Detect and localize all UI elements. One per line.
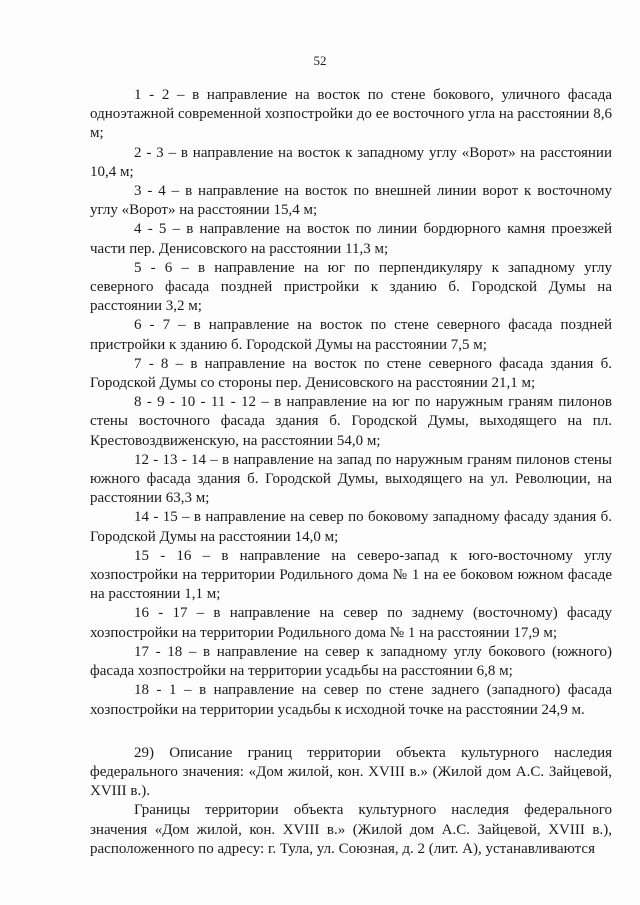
boundary-segment-paragraph: 12 - 13 - 14 – в направление на запад по наружным граням пилонов стены южного фасада здания б. Городской Думы, выходящего на ул. Революции, на расстоянии 63,3 м; <box>90 451 612 507</box>
boundary-segment-paragraph: 6 - 7 – в направление на восток по стене северного фасада поздней пристройки к зданию б. Городской Думы на расстоянии 7,5 м; <box>90 317 612 353</box>
page-number: 52 <box>313 53 327 68</box>
boundary-segment-paragraph: 1 - 2 – в направление на восток по стене бокового, уличного фасада одноэтажной современной хозпостройки до ее восточного угла на расстоянии 8,6 м; <box>90 87 612 142</box>
boundary-segment-paragraph: 15 - 16 – в направление на северо-запад к юго-восточному углу хозпостройки на территории Родильного дома № 1 на ее боковом южном фасаде на расстоянии 1,1 м; <box>90 547 612 603</box>
document-body <box>90 86 612 859</box>
boundary-segment-paragraph: 14 - 15 – в направление на север по боковому западному фасаду здания б. Городской Думы на расстоянии 14,0 м; <box>90 509 612 545</box>
section-spacer <box>90 720 612 744</box>
boundary-segment-paragraph: 8 - 9 - 10 - 11 - 12 – в направление на юг по наружным граням пилонов стены восточного фасада здания б. Городской Думы, выходящего на пл. Крестовоздвиженскую, на расстоянии 54,0 м; <box>90 394 612 449</box>
boundary-segment-paragraph: 5 - 6 – в направление на юг по перпендикуляру к западному углу северного фасада поздней пристройки к зданию б. Городской Думы на расстоянии 3,2 м; <box>90 259 612 315</box>
boundary-segment-paragraph: 3 - 4 – в направление на восток по внешней линии ворот к восточному углу «Ворот» на расстоянии 15,4 м; <box>90 183 612 219</box>
boundary-segment-paragraph: 18 - 1 – в направление на север по стене заднего (западного) фасада хозпостройки на территории усадьбы к исходной точке на расстоянии 24,9 м. <box>90 682 612 718</box>
section-heading: 29) Описание границ территории объекта культурного наследия федерального значения: «Дом жилой, кон. XVIII в.» (Жилой дом А.С. Зайцевой, XVIII в.). <box>90 744 612 800</box>
boundary-segment-paragraph: 2 - 3 – в направление на восток к западному углу «Ворот» на расстоянии 10,4 м; <box>90 144 612 180</box>
boundary-segment-paragraph: 4 - 5 – в направление на восток по линии бордюрного камня проезжей части пер. Денисовского на расстоянии 11,3 м; <box>90 221 612 257</box>
boundary-segment-paragraph: 7 - 8 – в направление на восток по стене северного фасада здания б. Городской Думы со стороны пер. Денисовского на расстоянии 21,1 м; <box>90 355 612 392</box>
section-body: Границы территории объекта культурного наследия федерального значения «Дом жилой, кон. XVIII в.» (Жилой дом А.С. Зайцевой, XVIII в.), расположенного по адресу: г. Тула, ул. Союзная, д. 2 (лит. А), устанавливаются <box>90 802 612 857</box>
boundary-segment-paragraph: 16 - 17 – в направление на север по заднему (восточному) фасаду хозпостройки на территории Родильного дома № 1 на расстоянии 17,9 м; <box>90 605 612 641</box>
boundary-segment-paragraph: 17 - 18 – в направление на север к западному углу бокового (южного) фасада хозпостройки на территории усадьбы на расстоянии 6,8 м; <box>90 643 612 680</box>
